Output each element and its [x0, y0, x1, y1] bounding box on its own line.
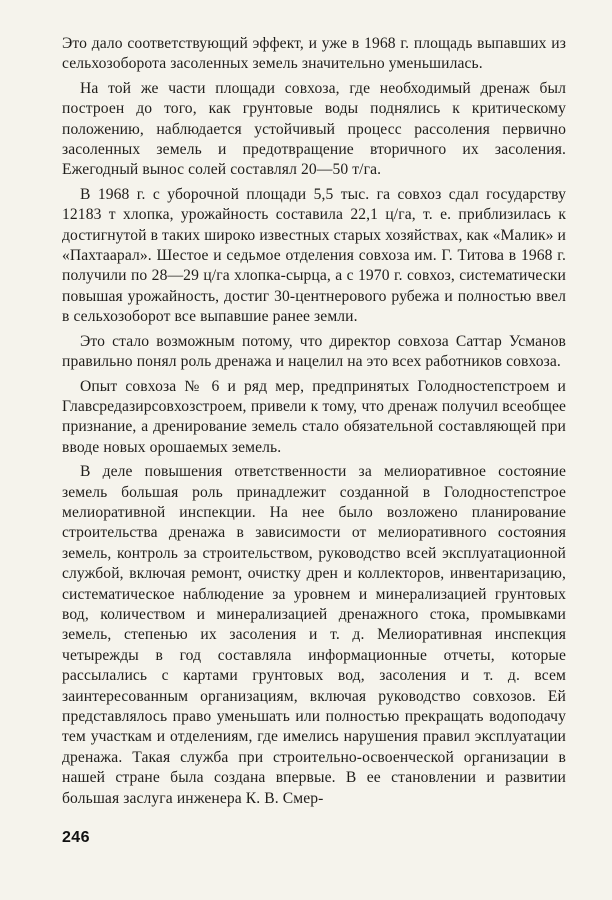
paragraph-6: В деле повышения ответственности за мелиоративное состояние земель большая роль принадлежит созданной в Голодностепстрое мелиоративной инспекции. На нее было возложено планирование строительства дренажа в зависимости от мелиоративного состояния земель, контроль за строительством, руководство всей эксплуатационной службой, включая ремонт, очистку дрен и коллекторов, инвентаризацию, систематическое наблюдение за уровнем и минерализацией грунтовых вод, количеством и минерализацией дренажного стока, промывками земель, степенью их засоления и т. д. Мелиоративная инспекция четырежды в год составляла информационные отчеты, которые рассылались с картами грунтовых вод, засоления и т. д. всем заинтересованным организациям, включая руководство совхозов. Ей представлялось право уменьшать или полностью прекращать водоподачу тем участкам и отделениям, где имелись нарушения правил эксплуатации дренажа. Такая служба при строительно-освоенческой организации в нашей стране была создана впервые. В ее становлении и развитии большая заслуга инженера К. В. Смер- [62, 463, 566, 807]
page-body-text [62, 34, 566, 809]
paragraph-5: Опыт совхоза № 6 и ряд мер, предпринятых Голодностепстроем и Главсредазирсовхозстроем, привели к тому, что дренаж получил всеобщее признание, а дренирование земель стало обязательной составляющей при вводе новых орошаемых земель. [62, 377, 566, 456]
paragraph-4: Это стало возможным потому, что директор совхоза Саттар Усманов правильно понял роль дренажа и нацелил на это всех работников совхоза. [62, 332, 566, 371]
paragraph-1: Это дало соответствующий эффект, и уже в 1968 г. площадь выпавших из сельхозоборота засоленных земель значительно уменьшилась. [62, 35, 566, 73]
page-number: 246 [62, 829, 90, 846]
paragraph-2: На той же части площади совхоза, где необходимый дренаж был построен до того, как грунтовые воды поднялись к критическому положению, наблюдается устойчивый процесс рассоления первично засоленных земель и предотвращение вторичного их засоления. Ежегодный вынос солей составлял 20—50 т/га. [62, 79, 566, 179]
paragraph-3: В 1968 г. с уборочной площади 5,5 тыс. га совхоз сдал государству 12183 т хлопка, урожайность составила 22,1 ц/га, т. е. приблизилась к достигнутой в таких широко известных старых хозяйствах, как «Малик» и «Пахтаарал». Шестое и седьмое отделения совхоза им. Г. Титова в 1968 г. получили по 28—29 ц/га хлопка-сырца, а с 1970 г. совхоз, систематически повышая урожайность, достиг 30-центнерового рубежа и полностью ввел в сельхозоборот все выпавшие ранее земли. [62, 185, 566, 326]
